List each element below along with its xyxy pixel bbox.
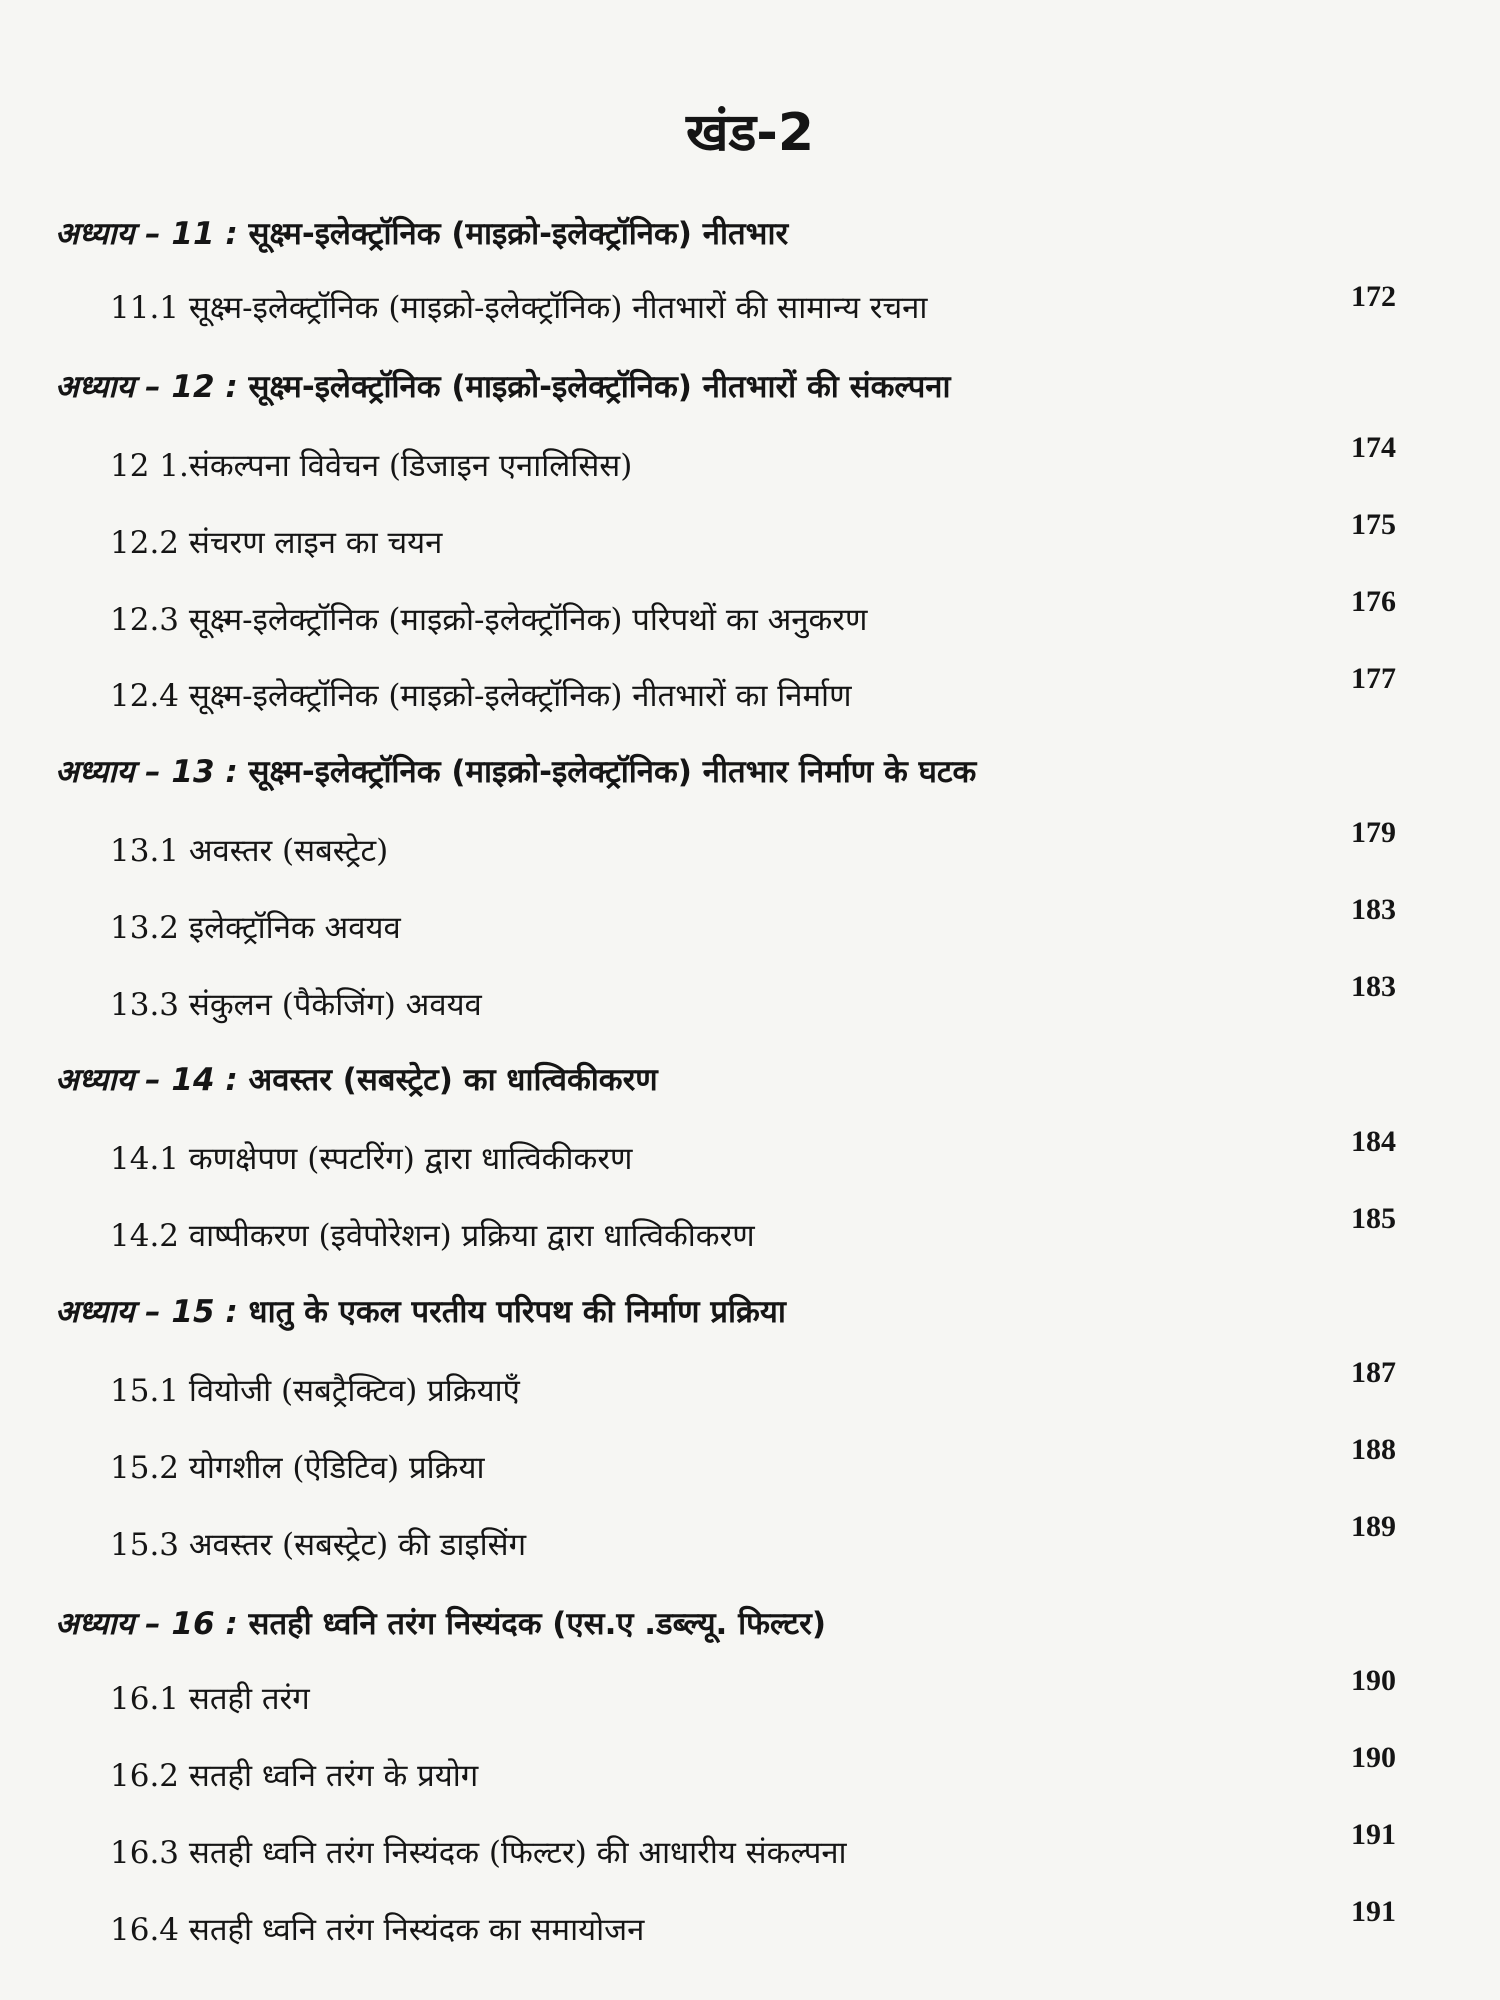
toc-entry: 16.1 सतही तरंग [110,1681,310,1717]
chapter-title: सूक्ष्म-इलेक्ट्रॉनिक (माइक्रो-इलेक्ट्रॉनिक) नीतभार निर्माण के घटक [248,754,977,790]
page-number: 184 [1351,1125,1396,1158]
toc-entry: 11.1 सूक्ष्म-इलेक्ट्रॉनिक (माइक्रो-इलेक्ट्रॉनिक) नीतभारों की सामान्य रचना [110,290,928,326]
toc-entry: 16.3 सतही ध्वनि तरंग निस्यंदक (फिल्टर) की आधारीय संकल्पना [110,1835,847,1871]
page-number: 190 [1351,1664,1396,1697]
page-number: 174 [1351,431,1396,464]
chapter-title: सतही ध्वनि तरंग निस्यंदक (एस.ए .डब्ल्यू. फिल्टर) [248,1606,827,1642]
chapter-title: सूक्ष्म-इलेक्ट्रॉनिक (माइक्रो-इलेक्ट्रॉनिक) नीतभारों की संकल्पना [248,369,951,405]
chapter-label: अध्याय – 14 : [55,1062,238,1098]
toc-entry: 16.4 सतही ध्वनि तरंग निस्यंदक का समायोजन [110,1912,645,1948]
toc-entry: 15.1 वियोजी (सबट्रैक्टिव) प्रक्रियाएँ [110,1373,520,1409]
page-number: 191 [1351,1818,1396,1851]
page-number: 176 [1351,585,1396,618]
toc-entry: 13.1 अवस्तर (सबस्ट्रेट) [110,833,389,869]
chapter-14-heading [55,1058,658,1102]
page-number: 187 [1351,1356,1396,1389]
chapter-label: अध्याय – 12 : [55,369,238,405]
chapter-title: धातु के एकल परतीय परिपथ की निर्माण प्रक्रिया [248,1294,786,1330]
page-number: 189 [1351,1510,1396,1543]
chapter-label: अध्याय – 15 : [55,1294,238,1330]
toc-entry: 12.3 सूक्ष्म-इलेक्ट्रॉनिक (माइक्रो-इलेक्ट्रॉनिक) परिपथों का अनुकरण [110,602,868,638]
page-number: 175 [1351,508,1396,541]
page-number: 191 [1351,1895,1396,1928]
page-number: 185 [1351,1202,1396,1235]
toc-entry: 16.2 सतही ध्वनि तरंग के प्रयोग [110,1758,479,1794]
toc-entry: 12.4 सूक्ष्म-इलेक्ट्रॉनिक (माइक्रो-इलेक्ट्रॉनिक) नीतभारों का निर्माण [110,678,852,714]
page-number: 179 [1351,816,1396,849]
chapter-15-heading [55,1290,786,1334]
chapter-label: अध्याय – 13 : [55,754,238,790]
chapter-label: अध्याय – 16 : [55,1606,238,1642]
chapter-label: अध्याय – 11 : [55,216,238,252]
section-title: खंड-2 [685,103,815,163]
chapter-12-heading [55,365,951,409]
toc-entry: 13.3 संकुलन (पैकेजिंग) अवयव [110,987,482,1023]
toc-entry: 12 1.संकल्पना विवेचन (डिजाइन एनालिसिस) [110,448,633,484]
page-number: 172 [1351,280,1396,313]
chapter-11-heading [55,212,788,256]
toc-entry: 15.3 अवस्तर (सबस्ट्रेट) की डाइसिंग [110,1527,527,1563]
chapter-13-heading [55,750,976,794]
toc-entry: 12.2 संचरण लाइन का चयन [110,525,443,561]
chapter-16-heading [55,1602,826,1646]
page-number: 188 [1351,1433,1396,1466]
page-number: 183 [1351,970,1396,1003]
page-number: 177 [1351,662,1396,695]
chapter-title: अवस्तर (सबस्ट्रेट) का धात्विकीकरण [248,1062,658,1098]
toc-entry: 15.2 योगशील (ऐडिटिव) प्रक्रिया [110,1450,485,1486]
toc-entry: 13.2 इलेक्ट्रॉनिक अवयव [110,910,401,946]
toc-entry: 14.2 वाष्पीकरण (इवेपोरेशन) प्रक्रिया द्वारा धात्विकीकरण [110,1218,755,1254]
chapter-title: सूक्ष्म-इलेक्ट्रॉनिक (माइक्रो-इलेक्ट्रॉनिक) नीतभार [248,216,789,252]
toc-entry: 14.1 कणक्षेपण (स्पटरिंग) द्वारा धात्विकीकरण [110,1141,633,1177]
page-number: 190 [1351,1741,1396,1774]
page-number: 183 [1351,893,1396,926]
